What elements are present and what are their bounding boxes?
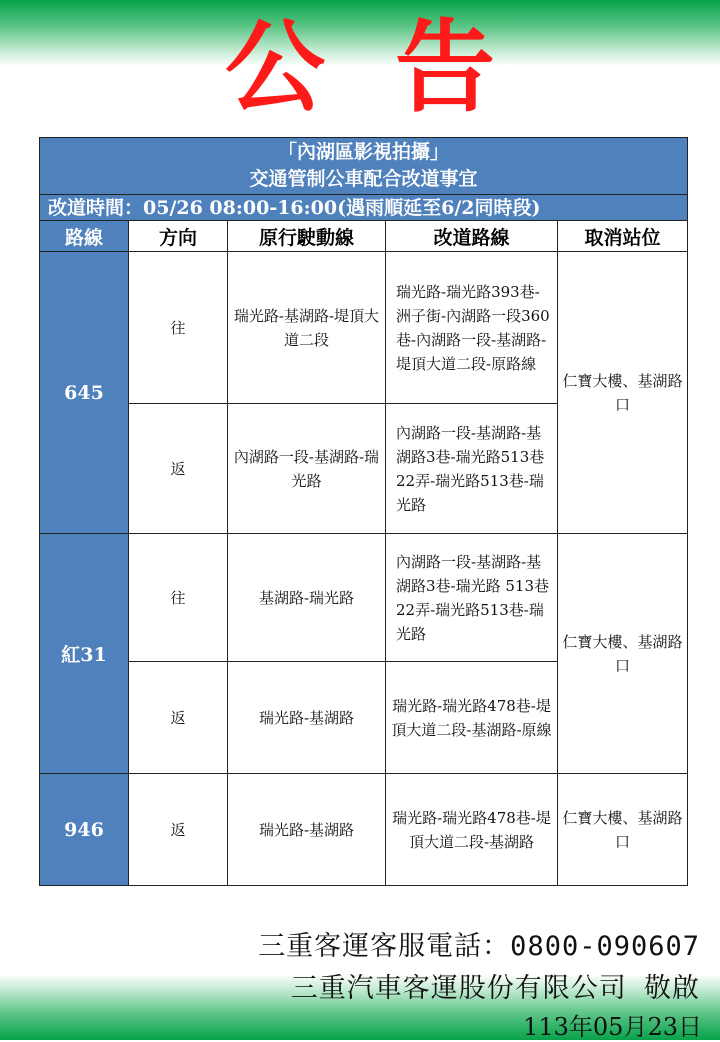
table-header-title xyxy=(40,138,688,195)
table-row xyxy=(40,774,688,886)
cancelled-stops-cell: 仁寶大樓、基湖路口 xyxy=(558,534,688,774)
table-row xyxy=(40,534,688,662)
direction-cell: 返 xyxy=(129,774,228,886)
customer-service-phone: 三重客運客服電話：0800-090607 xyxy=(258,931,700,962)
col-header-direction: 方向 xyxy=(129,221,228,252)
original-route-cell: 內湖路一段-基湖路-瑞光路 xyxy=(228,404,386,534)
detour-route-cell: 內湖路一段-基湖路-基湖路3巷-瑞光路513巷22弄-瑞光路513巷-瑞光路 xyxy=(386,404,558,534)
header-line-2: 交通管制公車配合改道事宜 xyxy=(249,168,478,190)
col-header-cancelled: 取消站位 xyxy=(558,221,688,252)
detour-route-cell: 瑞光路-瑞光路478巷-堤頂大道二段-基湖路 xyxy=(386,774,558,886)
notice-title: 公告 xyxy=(225,9,565,126)
original-route-cell: 基湖路-瑞光路 xyxy=(228,534,386,662)
direction-cell: 返 xyxy=(129,404,228,534)
route-number: 紅31 xyxy=(40,534,129,774)
route-number: 645 xyxy=(40,252,129,534)
col-header-original: 原行駛動線 xyxy=(228,221,386,252)
detour-table-container xyxy=(39,137,687,886)
cancelled-stops-cell: 仁寶大樓、基湖路口 xyxy=(558,774,688,886)
original-route-cell: 瑞光路-基湖路 xyxy=(228,774,386,886)
col-header-detour: 改道路線 xyxy=(386,221,558,252)
direction-cell: 往 xyxy=(129,252,228,404)
detour-table xyxy=(39,137,688,886)
notice-date: 113年05月23日 xyxy=(523,1013,702,1041)
column-header-row xyxy=(40,221,688,252)
original-route-cell: 瑞光路-基湖路-堤頂大道二段 xyxy=(228,252,386,404)
detour-route-cell: 內湖路一段-基湖路-基湖路3巷-瑞光路 513巷22弄-瑞光路513巷-瑞光路 xyxy=(386,534,558,662)
table-row xyxy=(40,252,688,404)
original-route-cell: 瑞光路-基湖路 xyxy=(228,662,386,774)
route-number: 946 xyxy=(40,774,129,886)
detour-time: 改道時間：05/26 08:00-16:00(遇雨順延至6/2同時段) xyxy=(40,195,688,221)
col-header-route: 路線 xyxy=(40,221,129,252)
company-signature: 三重汽車客運股份有限公司 敬啟 xyxy=(290,973,700,1004)
direction-cell: 返 xyxy=(129,662,228,774)
detour-route-cell: 瑞光路-瑞光路478巷-堤頂大道二段-基湖路-原線 xyxy=(386,662,558,774)
direction-cell: 往 xyxy=(129,534,228,662)
cancelled-stops-cell: 仁寶大樓、基湖路口 xyxy=(558,252,688,534)
detour-route-cell: 瑞光路-瑞光路393巷-洲子街-內湖路一段360巷-內湖路一段-基湖路-堤頂大道二段-原路線 xyxy=(386,252,558,404)
header-line-1: 「內湖區影視拍攝」 xyxy=(278,141,450,163)
